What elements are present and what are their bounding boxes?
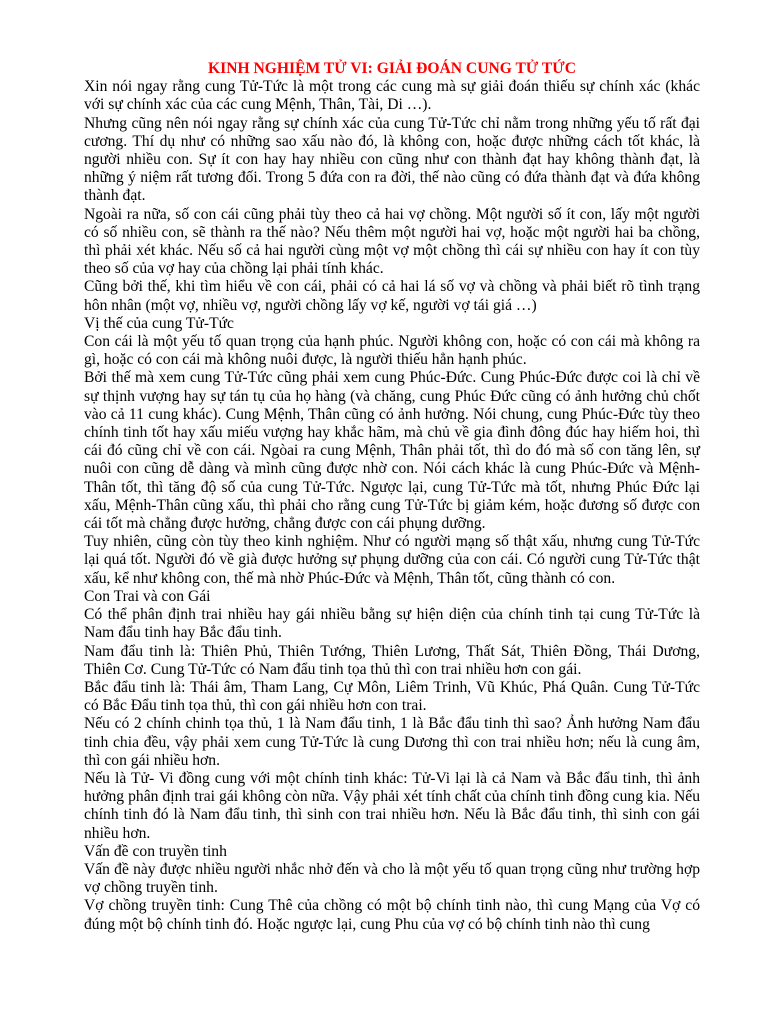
paragraph: Vợ chồng truyền tinh: Cung Thê của chồng có một bộ chính tinh nào, thì cung Mạng của Vợ có đúng một bộ chính tinh đó. Hoặc ngược lại, cung Phu của vợ có bộ chính tinh nào thì cung: [84, 897, 700, 933]
paragraph: Nếu có 2 chính chinh tọa thủ, 1 là Nam đẩu tinh, 1 là Bắc đẩu tinh thì sao? Ảnh hưởng Nam đẩu tinh chia đều, vậy phải xem cung Tử-Tức là cung Dương thì con trai nhiều hơn; nếu là cung âm, thì con gái nhiều hơn.: [84, 715, 700, 769]
paragraph: Bởi thế mà xem cung Tử-Tức cũng phải xem cung Phúc-Đức. Cung Phúc-Đức được coi là chỉ về sự thịnh vượng hay sự tán tụ của họ hàng (và chăng, cung Phúc Đức cũng có ảnh hưởng chủ chốt vào cả 11 cung khác). Cung Mệnh, Thân cũng có ảnh hưởng. Nói chung, cung Phúc-Đức tùy theo chính tinh tốt hay xấu miếu vượng hay khắc hãm, mà chủ về gia đình đông đúc hay hiếm hoi, thì cái đó cũng chỉ về con cái. Ngòai ra cung Mệnh, Thân phải tốt, thì do đó mà số con tăng lên, sự nuôi con cũng dễ dàng và mình cũng được nhờ con. Nói cách khác là cung Phúc-Đức và Mệnh-Thân tốt, thì tăng độ số của cung Tử-Tức. Ngược lại, cung Tử-Tức mà tốt, nhưng Phúc Đức lại xấu, Mệnh-Thân cũng xấu, thì phải cho rằng cung Tử-Tức bị giảm kém, hoặc đương số được con cái tốt mà chẳng được hưởng, chẳng được con cái phụng dưỡng.: [84, 369, 700, 533]
paragraph: Nhưng cũng nên nói ngay rằng sự chính xác của cung Tử-Tức chỉ nằm trong những yếu tố rất đại cương. Thí dụ như có những sao xấu nào đó, là không con, hoặc được những cách tốt khác, là người nhiều con. Sự ít con hay hay nhiều con cũng như con thành đạt hay không thành đạt, là những ý niệm rất tương đối. Trong 5 đứa con ra đời, thế nào cũng có đứa thành đạt và đứa không thành đạt.: [84, 114, 700, 205]
paragraph: Cũng bởi thế, khi tìm hiểu về con cái, phải có cả hai lá số vợ và chồng và phải biết rõ tình trạng hôn nhân (một vợ, nhiều vợ, người chồng lấy vợ kế, người vợ tái giá …): [84, 278, 700, 314]
document-body: [84, 78, 700, 934]
document-page: [84, 60, 700, 934]
paragraph: Vấn đề này được nhiều người nhắc nhở đến và cho là một yếu tố quan trọng cũng như trường hợp vợ chồng truyền tinh.: [84, 860, 700, 897]
document-title: KINH NGHIỆM TỬ VI: GIẢI ĐOÁN CUNG TỬ TỨC: [208, 60, 576, 77]
paragraph: Nam đẩu tinh là: Thiên Phủ, Thiên Tướng, Thiên Lương, Thất Sát, Thiên Đồng, Thái Dương, Thiên Cơ. Cung Tử-Tức có Nam đẩu tinh tọa thủ thì con trai nhiều hơn con gái.: [84, 642, 700, 678]
paragraph: Nếu là Tử- Vi đồng cung với một chính tinh khác: Tử-Vi lại là cả Nam và Bắc đẩu tinh, thì ảnh hưởng phân định trai gái không còn nữa. Vậy phải xét tính chất của chính tinh đồng cung kia. Nếu chính tinh đó là Nam đẩu tinh, thì sinh con trai nhiều hơn. Nếu là Bắc đẩu tinh, thì sinh con gái nhiều hơn.: [84, 769, 700, 842]
section-heading: Con Trai và con Gái: [84, 587, 211, 605]
paragraph: Xin nói ngay rằng cung Tử-Tức là một trong các cung mà sự giải đoán thiếu sự chính xác (khác với sự chính xác của các cung Mệnh, Thân, Tài, Di …).: [84, 78, 700, 114]
paragraph: Con cái là một yếu tố quan trọng của hạnh phúc. Người không con, hoặc có con cái mà không ra gì, hoặc có con cái mà không nuôi được, là người thiếu hẳn hạnh phúc.: [84, 333, 700, 369]
paragraph: Có thể phân định trai nhiều hay gái nhiều bằng sự hiện diện của chính tinh tại cung Tử-Tức là Nam đẩu tinh hay Bắc đẩu tinh.: [84, 606, 700, 642]
paragraph: Bắc đẩu tinh là: Thái âm, Tham Lang, Cự Môn, Liêm Trinh, Vũ Khúc, Phá Quân. Cung Tử-Tức có Bắc Đẩu tinh tọa thủ, thì con gái nhiều hơn con trai.: [84, 678, 700, 715]
paragraph: Ngoài ra nữa, số con cái cũng phải tùy theo cả hai vợ chồng. Một người số ít con, lấy một người có số nhiều con, sẽ thành ra thế nào? Nếu thêm một người hai vợ, hoặc một người hai ba chồng, thì phải xét khác. Nếu số cả hai người cùng một vợ một chồng thì cái sự nhiều con hay ít con tùy theo số của vợ hay của chồng lại phải tính khác.: [84, 205, 700, 278]
section-heading: Vị thế của cung Tử-Tức: [84, 314, 234, 332]
section-heading: Vấn đề con truyền tinh: [84, 842, 227, 860]
paragraph: Tuy nhiên, cũng còn tùy theo kinh nghiệm. Như có người mạng số thật xấu, nhưng cung Tử-Tức lại quá tốt. Người đó về già được hưởng sự phụng dưỡng của con cái. Có người cung Tử-Tức thật xấu, kể như không con, thế mà nhờ Phúc-Đức và Mệnh, Thân tốt, cũng thành có con.: [84, 533, 700, 587]
